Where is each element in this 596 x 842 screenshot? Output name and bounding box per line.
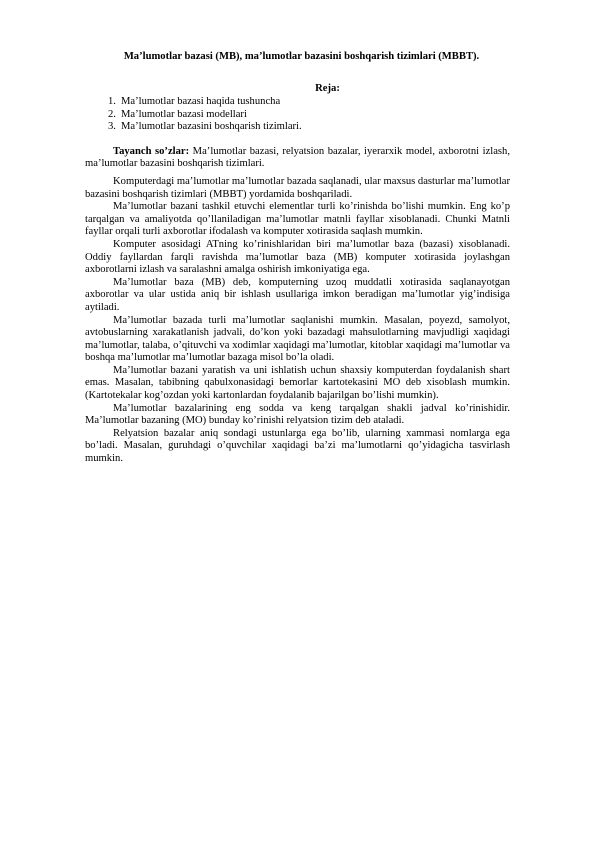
body-paragraph: Ma’lumotlar bazani yaratish va uni ishlatish uchun shaxsiy komputerdan foydalanish shart emas. Masalan, tabibning qabulxonasidagi bemorlar kartotekasini MO deb xisoblash mumkin. (Kartotekalar kog’ozdan yoki kartonlardan foydalanib bajarilgan bo’lishi mumkin). xyxy=(85,364,510,402)
plan-item xyxy=(85,96,510,109)
plan-item-text: Ma’lumotlar bazasini boshqarish tizimlari. xyxy=(121,121,302,133)
body-paragraph: Ma’lumotlar baza (MB) deb, komputerning uzoq muddatli xotirasida saqlanayotgan axborotlar va ular ustida aniq bir ishlash usullariga imkon beradigan ma’lumotlar yig’indisiga aytiladi. xyxy=(85,276,510,313)
plan-heading: Reja: xyxy=(315,83,340,94)
keywords-label: Tayanch so’zlar: xyxy=(113,145,190,157)
body-paragraph: Ma’lumotlar bazalarining eng sodda va keng tarqalgan shakli jadval ko’rinishidir. Ma’lumotlar bazaning (MO) bunday ko’rinishi relyatsion tizim deb ataladi. xyxy=(85,402,510,427)
body-paragraph: Komputer asosidagi ATning ko’rinishlaridan biri ma’lumotlar baza (bazasi) xisoblanadi. Oddiy fayllardan farqli ravishda ma’lumotlar baza (MB) komputer xotirasida joylashgan axborotlarni izlash va saralashni amalga oshirish imkoniyatiga ega. xyxy=(85,238,510,276)
keywords-text: Ma’lumotlar bazasi, relyatsion bazalar, iyerarxik model, axborotni izlash, ma’lumotlar bazasini boshqarish tizimlari. xyxy=(85,145,510,170)
plan-item xyxy=(85,109,510,122)
plan-item-number: 2. xyxy=(108,108,116,120)
plan-item-text: Ma’lumotlar bazasi modellari xyxy=(121,108,247,120)
body-paragraph: Ma’lumotlar bazani tashkil etuvchi elementlar turli ko’rinishda bo’lishi mumkin. Eng ko’p tarqalgan va amaliyotda qo’llaniladigan ma’lumotlar matnli fayllar xisoblanadi. Chunki Matnli fayllar orqali turli axborotlar ifodalash va komputer xotirasida saqlash mumkin. xyxy=(85,201,510,238)
body-paragraph: Ma’lumotlar bazada turli ma’lumotlar saqlanishi mumkin. Masalan, poyezd, samolyot, avtobuslarning xarakatlanish jadvali, do’kon yoki bazadagi mahsulotlarning mavjudligi xaqidagi ma’lumotlar, talaba, o’qituvchi va xodimlar xaqidagi ma’lumotlar, kitoblar xaqidagi ma’lumotlar va boshqa ma’lumotlar ma’lumotlar bazaga misol bo’la oladi. xyxy=(85,314,510,364)
plan-list xyxy=(85,96,510,134)
plan-item-number: 1. xyxy=(108,96,116,107)
keywords-paragraph xyxy=(85,146,510,171)
plan-item-number: 3. xyxy=(108,121,116,133)
plan-item-text: Ma’lumotlar bazasi haqida tushuncha xyxy=(121,96,281,107)
document-title: Ma’lumotlar bazasi (MB), ma’lumotlar bazasini boshqarish tizimlari (MBBT). xyxy=(123,51,480,62)
document-page xyxy=(85,50,510,466)
body-paragraph: Relyatsion bazalar aniq sondagi ustunlarga ega bo’lib, ularning xammasi nomlarga ega bo’ladi. Masalan, guruhdagi o’quvchilar xaqidagi ba’zi ma’lumotlarni qo’yidagicha tasvirlash mumkin. xyxy=(85,427,510,465)
plan-item xyxy=(85,121,510,134)
body-paragraph: Komputerdagi ma’lumotlar ma’lumotlar bazada saqlanadi, ular maxsus dasturlar ma’lumotlar bazasini boshqarish tizimlari (MBBT) yordamida boshqariladi. xyxy=(85,175,510,200)
